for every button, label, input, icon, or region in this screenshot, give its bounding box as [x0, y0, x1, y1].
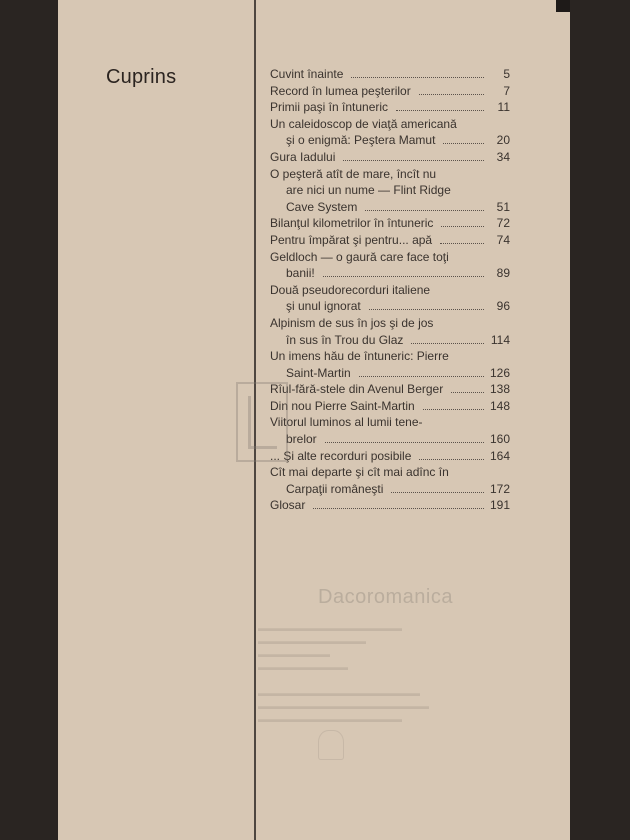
toc-line [270, 66, 510, 83]
toc-page-number: 5 [503, 67, 510, 81]
toc-entry [270, 116, 510, 149]
toc-page-number: 89 [496, 266, 510, 281]
toc-entry-title: O peşteră atît de mare, încît nu [270, 166, 437, 181]
toc-line [270, 381, 510, 398]
toc-line [270, 414, 510, 431]
toc-entry-title: Record în lumea peşterilor [270, 83, 411, 98]
toc-entry-title: şi o enigmă: Peştera Mamut [286, 133, 436, 148]
toc-line [270, 298, 510, 315]
dot-leader [343, 151, 484, 161]
toc-entry [270, 215, 510, 232]
toc-page-number: 160 [489, 432, 510, 447]
toc-entry [270, 166, 510, 216]
dot-leader [313, 499, 484, 509]
toc-entry [270, 381, 510, 398]
toc-page-number: 114 [490, 332, 510, 347]
toc-line [270, 132, 510, 149]
print-through-emblem [318, 730, 344, 760]
toc-line [270, 215, 510, 232]
page-corner [556, 0, 570, 12]
dot-leader [441, 217, 484, 227]
toc-entry [270, 464, 510, 497]
dot-leader [351, 68, 484, 78]
toc-page-number: 148 [489, 398, 510, 413]
dot-leader [325, 433, 484, 443]
toc-page-number: 74 [496, 232, 510, 247]
toc-entry-title: Cît mai departe şi cît mai adînc în [270, 465, 449, 480]
toc-entry-title: Un caleidoscop de viaţă americană [270, 116, 457, 131]
toc-line [270, 265, 510, 282]
toc-line [270, 348, 510, 365]
toc-line [270, 166, 510, 183]
toc-entry-title: Geldloch — o gaură care face toţi [270, 249, 449, 264]
toc-line [270, 116, 510, 133]
toc-line [270, 497, 510, 514]
table-of-contents [270, 66, 510, 514]
dot-leader [369, 300, 484, 310]
toc-entry-title: are nici un nume — Flint Ridge [286, 183, 451, 198]
toc-entry-title: Saint-Martin [286, 365, 351, 380]
toc-page-number: 164 [489, 448, 510, 463]
toc-entry [270, 448, 510, 465]
toc-page-number: 96 [496, 299, 510, 314]
dot-leader [443, 134, 484, 144]
dot-leader [411, 334, 484, 344]
toc-entry-title: Cave System [286, 199, 358, 214]
toc-entry [270, 398, 510, 415]
toc-entry-title: în sus în Trou du Glaz [286, 332, 404, 347]
toc-entry-title: Un imens hău de întuneric: Pierre [270, 349, 449, 364]
toc-entry [270, 66, 510, 83]
toc-line [270, 464, 510, 481]
watermark-logo-inner [248, 396, 277, 449]
toc-line [270, 398, 510, 415]
dot-leader [419, 85, 484, 95]
dot-leader [451, 383, 484, 393]
toc-line [270, 249, 510, 266]
toc-line [270, 83, 510, 100]
toc-entry [270, 249, 510, 282]
toc-line [270, 481, 510, 498]
toc-entry [270, 149, 510, 166]
toc-entry-title: Alpinism de sus în jos şi de jos [270, 315, 434, 330]
toc-entry-title: Bilanţul kilometrilor în întuneric [270, 216, 434, 231]
toc-entry [270, 99, 510, 116]
toc-page-number: 138 [489, 382, 510, 397]
dot-leader [419, 450, 484, 460]
toc-page-number: 7 [503, 83, 510, 98]
toc-line [270, 199, 510, 216]
toc-line [270, 448, 510, 465]
toc-line [270, 232, 510, 249]
toc-entry-title: Primii paşi în întuneric [270, 100, 389, 115]
contents-heading: Cuprins [106, 66, 177, 88]
toc-page-number: 11 [497, 100, 510, 115]
dot-leader [440, 234, 484, 244]
toc-page-number: 20 [496, 133, 510, 148]
toc-entry [270, 497, 510, 514]
toc-entry-title: Pentru împărat şi pentru... apă [270, 232, 433, 247]
toc-entry [270, 414, 510, 447]
toc-entry-title: banii! [286, 266, 315, 281]
toc-page-number: 191 [489, 498, 510, 513]
toc-line [270, 282, 510, 299]
toc-entry-title: Rîul-fără-stele din Avenul Berger [270, 382, 444, 397]
toc-page-number: 172 [489, 481, 510, 496]
toc-line [270, 431, 510, 448]
toc-line [270, 332, 510, 349]
toc-page-number: 126 [489, 365, 510, 380]
toc-entry-title: Din nou Pierre Saint-Martin [270, 398, 415, 413]
toc-entry-title: Carpaţii româneşti [286, 481, 384, 496]
toc-entry-title: ... Şi alte recorduri posibile [270, 448, 412, 463]
toc-line [270, 315, 510, 332]
toc-line [270, 99, 510, 116]
dot-leader [423, 400, 484, 410]
toc-entry [270, 232, 510, 249]
toc-entry-title: şi unul ignorat [286, 299, 361, 314]
toc-page-number: 51 [496, 199, 510, 214]
dot-leader [323, 267, 484, 277]
toc-entry [270, 282, 510, 315]
toc-entry-title: Gura Iadului [270, 149, 336, 164]
toc-page-number: 72 [496, 216, 510, 231]
toc-entry-title: Cuvint înainte [270, 67, 344, 81]
toc-entry-title: Glosar [270, 498, 306, 513]
toc-line [270, 182, 510, 199]
toc-line [270, 365, 510, 382]
dot-leader [396, 101, 484, 111]
dot-leader [391, 483, 484, 493]
toc-entry [270, 315, 510, 348]
toc-entry [270, 83, 510, 100]
toc-entry-title: brelor [286, 432, 317, 447]
toc-page-number: 34 [496, 149, 510, 164]
toc-entry-title: Două pseudorecorduri italiene [270, 282, 431, 297]
toc-line [270, 149, 510, 166]
watermark-text: Dacoromanica [318, 586, 453, 608]
toc-entry-title: Viitorul luminos al lumii tene- [270, 415, 423, 430]
dot-leader [365, 201, 484, 211]
print-through: ▬▬▬▬▬▬▬▬▬▬▬▬▬▬▬▬ ▬▬▬▬▬▬▬▬▬▬▬▬ ▬▬▬▬▬▬▬▬ ▬▬▬▬▬▬▬▬▬▬ ▬▬▬▬▬▬▬▬▬▬▬▬▬▬▬▬▬▬ ▬▬▬▬▬▬▬▬▬▬▬▬▬▬▬▬▬▬▬ ▬▬▬▬▬▬▬▬▬▬▬▬▬▬▬▬ [258, 623, 429, 724]
dot-leader [359, 367, 484, 377]
toc-entry [270, 348, 510, 381]
